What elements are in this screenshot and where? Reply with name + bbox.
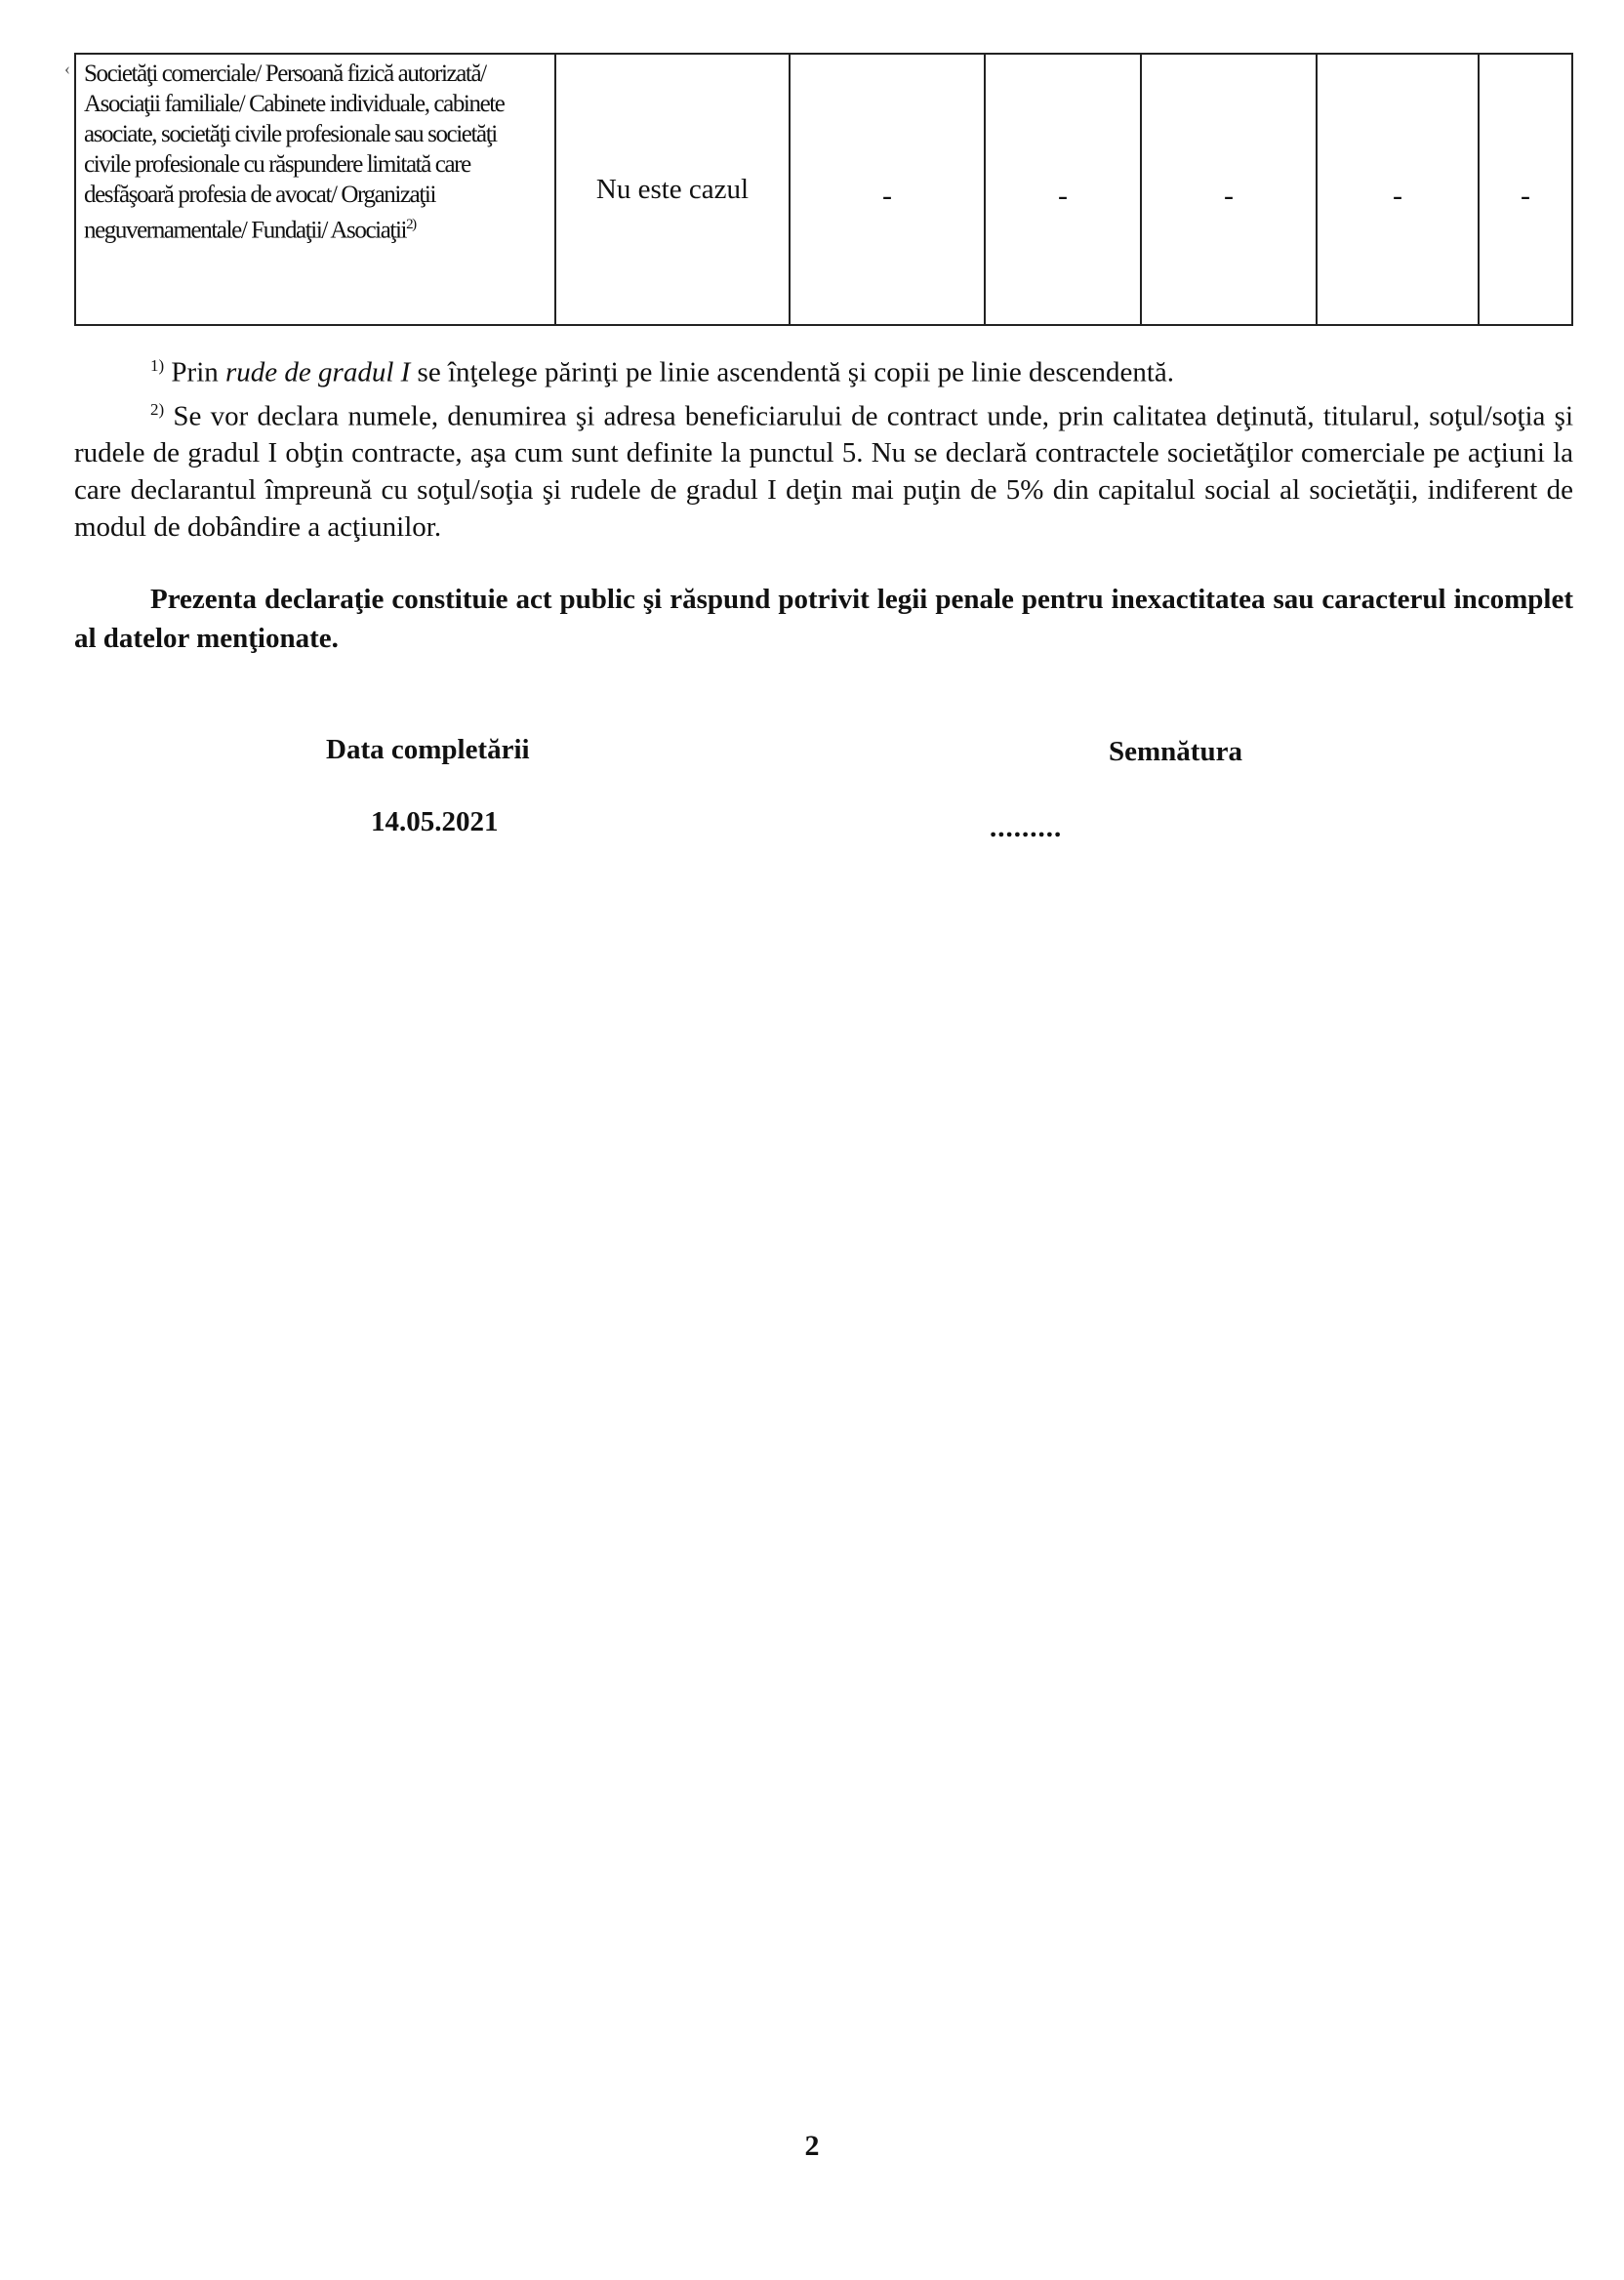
- beneficiary-cell: [75, 54, 555, 325]
- beneficiary-text: Societăţi comerciale/ Persoană fizică autorizată/ Asociaţii familiale/ Cabinete individuale, cabinete asociate, societăţi civile profesionale sau societăţi civile profesionale cu răspundere limitată care desfăşoară profesia de avocat/ Organizaţii neguvernamentale/ Fundaţii/ Asociaţii: [84, 61, 505, 244]
- table-row: [75, 54, 1572, 325]
- contract-type-cell: Nu este cazul: [555, 54, 790, 325]
- footnote-italic-term: rude de gradul I: [225, 356, 411, 388]
- footnotes: [74, 347, 1573, 546]
- table-cell: -: [1141, 54, 1317, 325]
- footnote-text: Se vor declara numele, denumirea şi adresa beneficiarului de contract unde, prin calitatea deţinută, titularul, soţul/soţia şi rudele de gradul I obţin contracte, aşa cum sunt definite la punctul 5. Nu se declară contractele societăţilor comerciale pe acţiuni la care declarantul împreună cu soţul/soţia şi rudele de gradul I deţin mai puţin de 5% din capitalul social al societăţii, indiferent de modul de dobândire a acţiunilor.: [74, 400, 1574, 544]
- footnote-marker: 1): [150, 356, 165, 375]
- scan-edge-mark: ‹: [64, 59, 70, 78]
- footnote-marker: 2): [150, 399, 165, 419]
- table-cell: -: [790, 54, 985, 325]
- footnote-1: [74, 347, 1573, 391]
- page-number: 2: [804, 2130, 820, 2162]
- footnote-text: Prin: [171, 356, 226, 388]
- date-value: 14.05.2021: [371, 806, 499, 837]
- contracts-table: [74, 53, 1573, 326]
- signature-placeholder: .........: [990, 812, 1063, 843]
- beneficiary-footnote-ref: 2): [406, 217, 416, 232]
- table-cell: -: [1479, 54, 1572, 325]
- footnote-text: se înţelege părinţi pe linie ascendentă şi copii pe linie descendentă.: [410, 356, 1174, 388]
- footnote-2: [74, 391, 1573, 547]
- table-cell: -: [985, 54, 1141, 325]
- declaration-statement: Prezenta declaraţie constituie act public şi răspund potrivit legii penale pentru inexactitatea sau caracterul incomplet al datelor menţionate.: [74, 584, 1573, 654]
- signature-label: Semnătura: [1109, 736, 1242, 767]
- table-cell: -: [1317, 54, 1479, 325]
- date-label: Data completării: [326, 734, 530, 765]
